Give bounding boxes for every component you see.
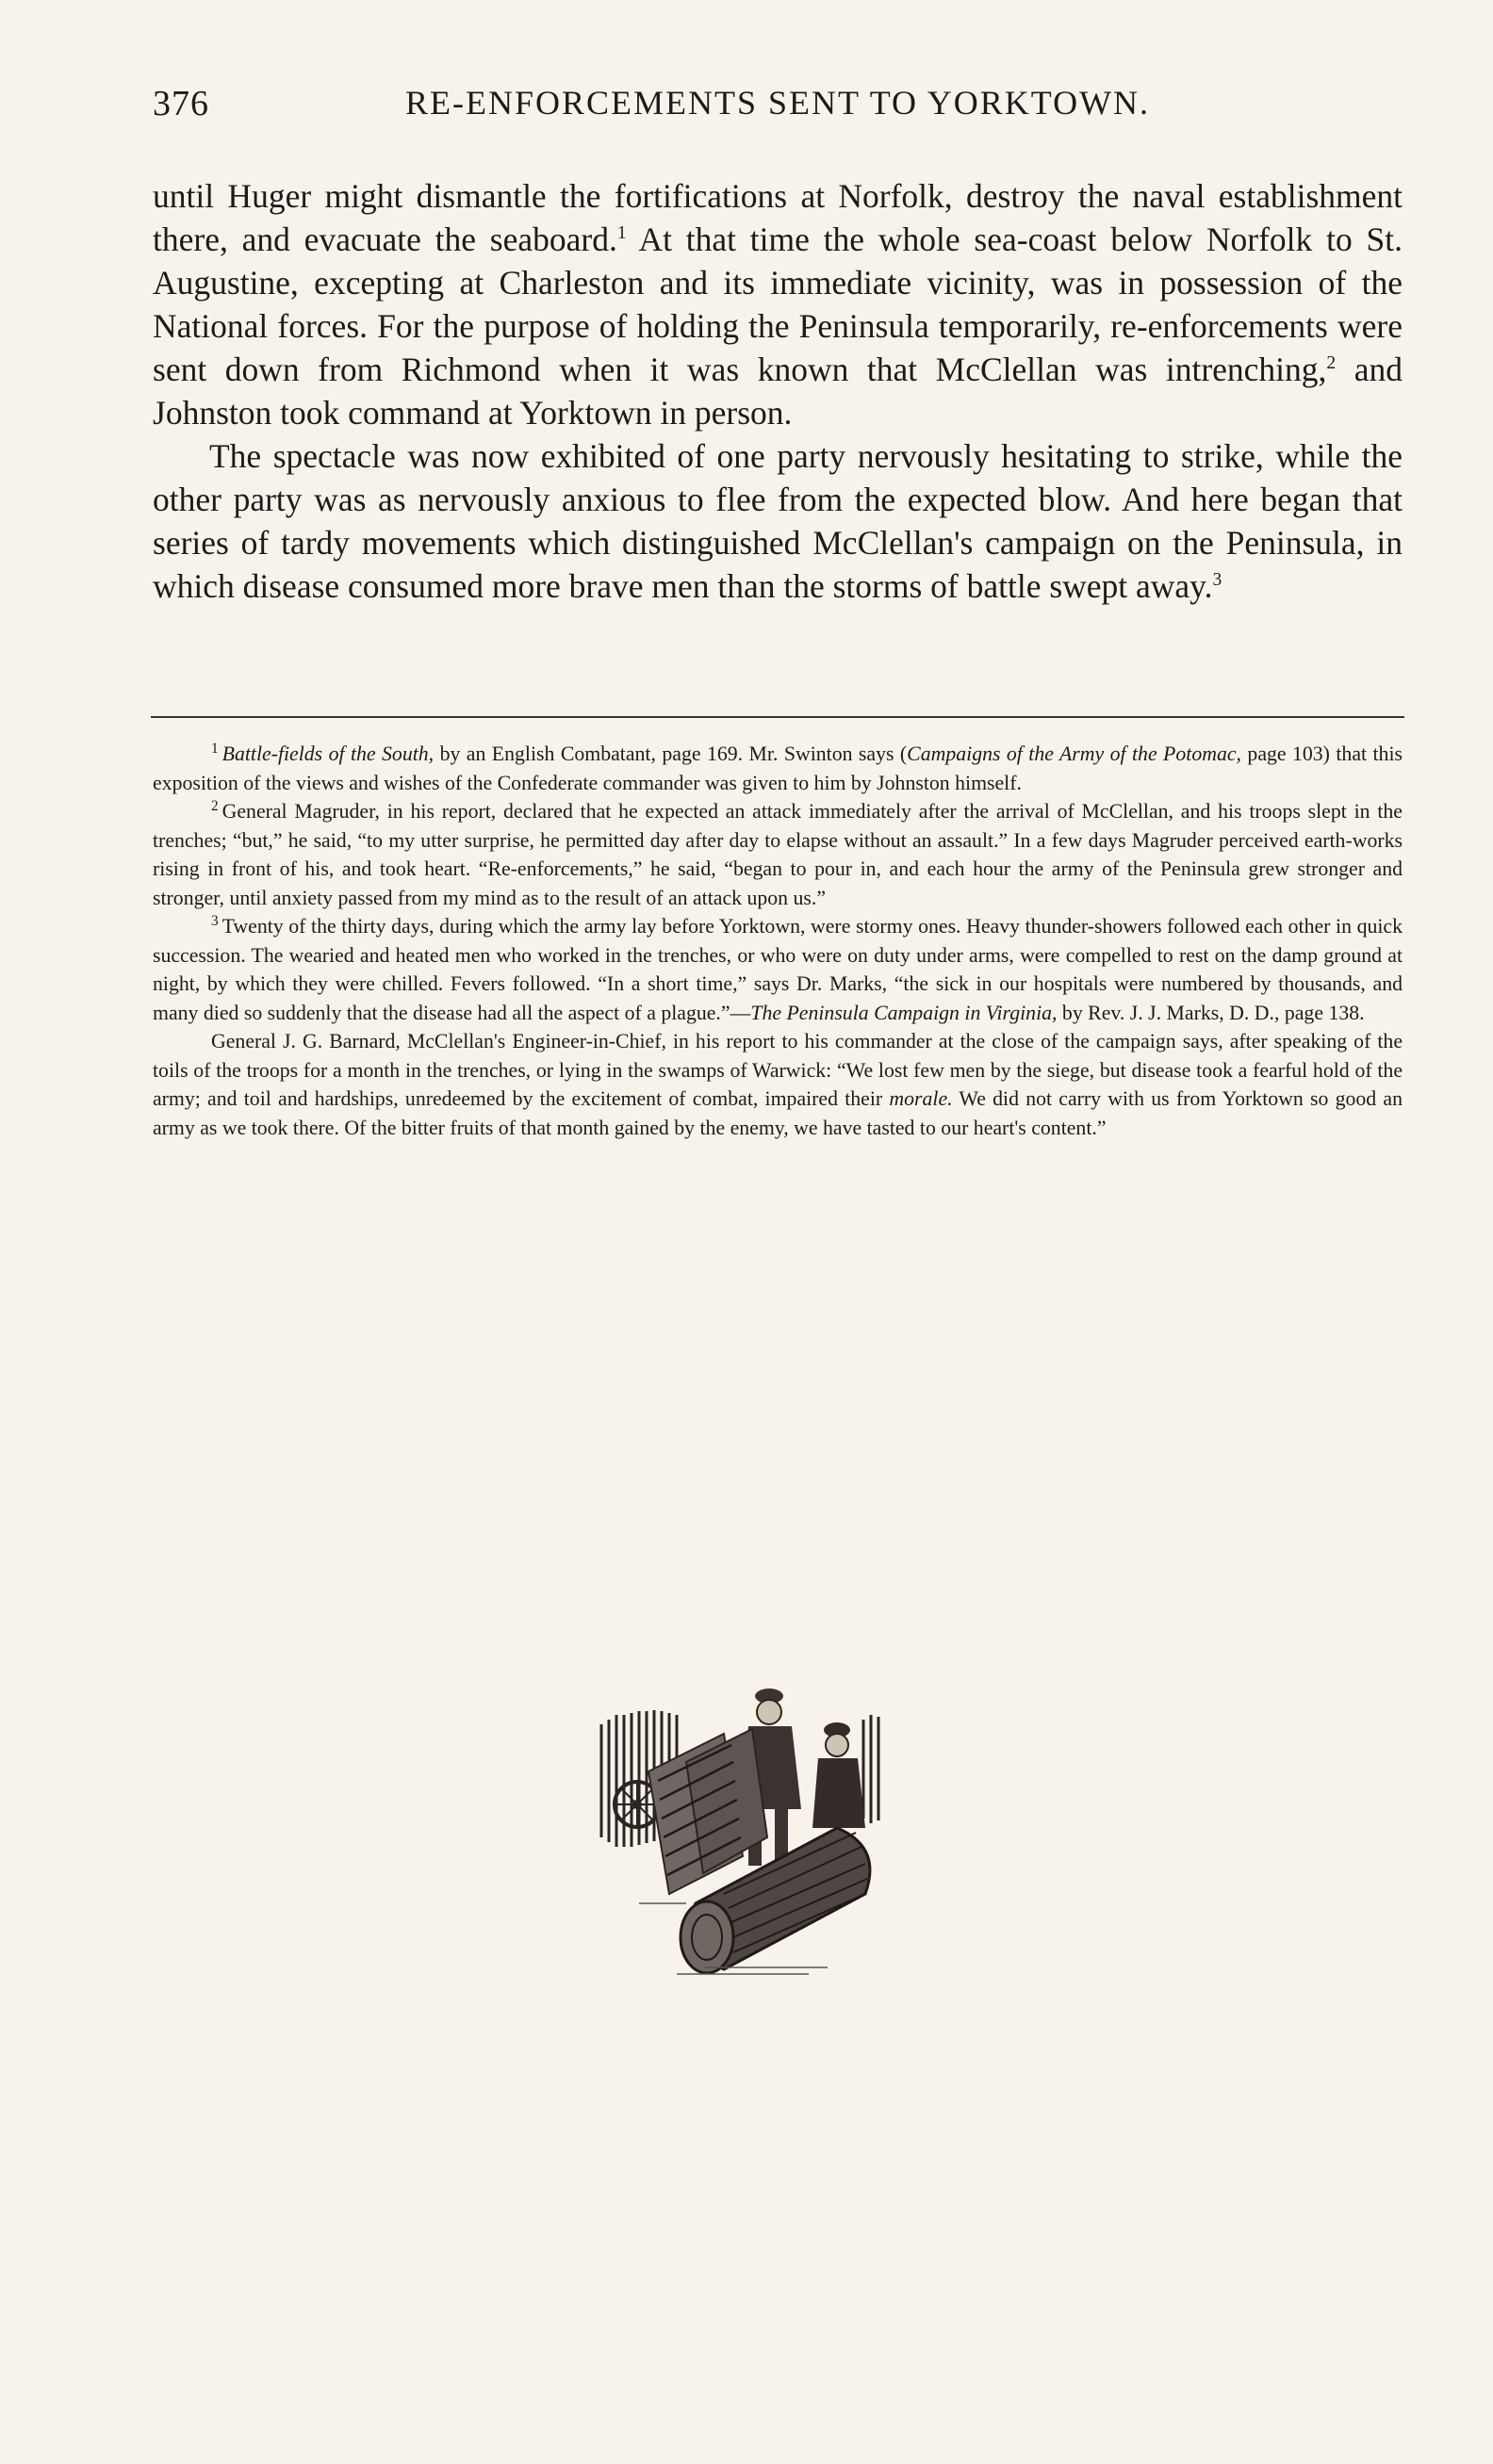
running-head: RE-ENFORCEMENTS SENT TO YORKTOWN.	[405, 84, 1151, 122]
footnote-1-title: Battle-fields of the South,	[221, 742, 435, 765]
footnote-3-title: The Peninsula Campaign in Virginia,	[750, 1001, 1058, 1024]
footnote-4-text-b: We did not carry with us from Yorktown so good an army as we took there. Of the bitter fruits of that month gained by the enemy, we have tasted to our heart's content.”	[153, 1087, 1403, 1139]
paragraph-1	[153, 174, 1403, 434]
footnote-1-text-a: by an English Combatant, page 169. Mr. Swinton says (	[434, 742, 908, 765]
page-number: 376	[153, 84, 209, 123]
footnote-3	[153, 912, 1403, 1027]
footnote-divider	[151, 716, 1404, 718]
footnote-1-title-2: Campaigns of the Army of the Potomac,	[907, 742, 1241, 765]
footnote-1-mark: 1	[211, 740, 219, 757]
paragraph-2-text: The spectacle was now exhibited of one party nervously hesitating to strike, while the other party was as nervously anxious to flee from the expected blow. And here began that series of tardy movements which distinguished McClellan's campaign on the Peninsula, in which disease consumed more brave men than the storms of battle swept away.	[153, 437, 1403, 605]
footnote-ref-2: 2	[1326, 353, 1337, 374]
footnote-ref-3: 3	[1212, 570, 1222, 591]
footnote-3-continuation	[153, 1027, 1403, 1142]
footnote-4-morale: morale.	[889, 1087, 953, 1110]
page-header	[153, 83, 1406, 130]
paragraph-1-part-a: until Huger might dismantle the fortifications at Norfolk, destroy the naval establishment there, and evacuate the seaboard.	[153, 177, 1403, 258]
paragraph-1-part-b: At that time the whole sea-coast below Norfolk to St. Augustine, excepting at Charleston and its immediate vicinity, was in possession of the National forces. For the purpose of holding the Peninsula temporarily, re-enforcements were sent down from Richmond when it was known that McClellan was intrenching,	[153, 220, 1403, 388]
footnote-1	[153, 740, 1403, 797]
footnote-1-text-b: page 103) that this exposition of the views and wishes of the Confederate commander was given to him by Johnston himself.	[153, 742, 1403, 794]
footnote-4-text-a: General J. G. Barnard, McClellan's Engineer-in-Chief, in his report to his commander at the close of the campaign says, after speaking of the toils of the troops for a month in the trenches, or lying in the swamps of Warwick: “We lost few men by the siege, but disease took a fearful hold of the army; and toil and hardships, unredeemed by the excitement of combat, impaired their	[153, 1030, 1403, 1110]
footnotes	[153, 740, 1403, 1142]
footnote-2	[153, 797, 1403, 912]
footnote-2-mark: 2	[211, 797, 219, 814]
engraving-soldiers-gabions-icon	[582, 1621, 903, 1979]
paragraph-1-part-c: and Johnston took command at Yorktown in person.	[153, 351, 1403, 432]
footnote-ref-1: 1	[616, 223, 627, 244]
paragraph-2	[153, 434, 1403, 608]
footnote-2-text: General Magruder, in his report, declared that he expected an attack immediately after the arrival of McClellan, and his troops slept in the trenches; “but,” he said, “to my utter surprise, he permitted day after day to elapse without an assault.” In a few days Magruder perceived earth-works rising in front of his, and took heart. “Re-enforcements,” he said, “began to pour in, and each hour the army of the Peninsula grew stronger and stronger, until anxiety passed from my mind as to the result of an attack upon us.”	[153, 800, 1403, 909]
footnote-3-mark: 3	[211, 912, 219, 929]
footnote-3-text-a: Twenty of the thirty days, during which the army lay before Yorktown, were stormy ones. Heavy thunder-showers followed each other in quick succession. The wearied and heated men who worked in the trenches, or who were on duty under arms, were compelled to rest on the damp ground at night, by which they were chilled. Fevers followed. “In a short time,” says Dr. Marks, “the sick in our hospitals were numbered by thousands, and many died so suddenly that the disease had all the aspect of a plague.”—	[153, 915, 1403, 1024]
footnote-3-text-b: by Rev. J. J. Marks, D. D., page 138.	[1057, 1001, 1365, 1024]
main-text	[153, 174, 1403, 608]
